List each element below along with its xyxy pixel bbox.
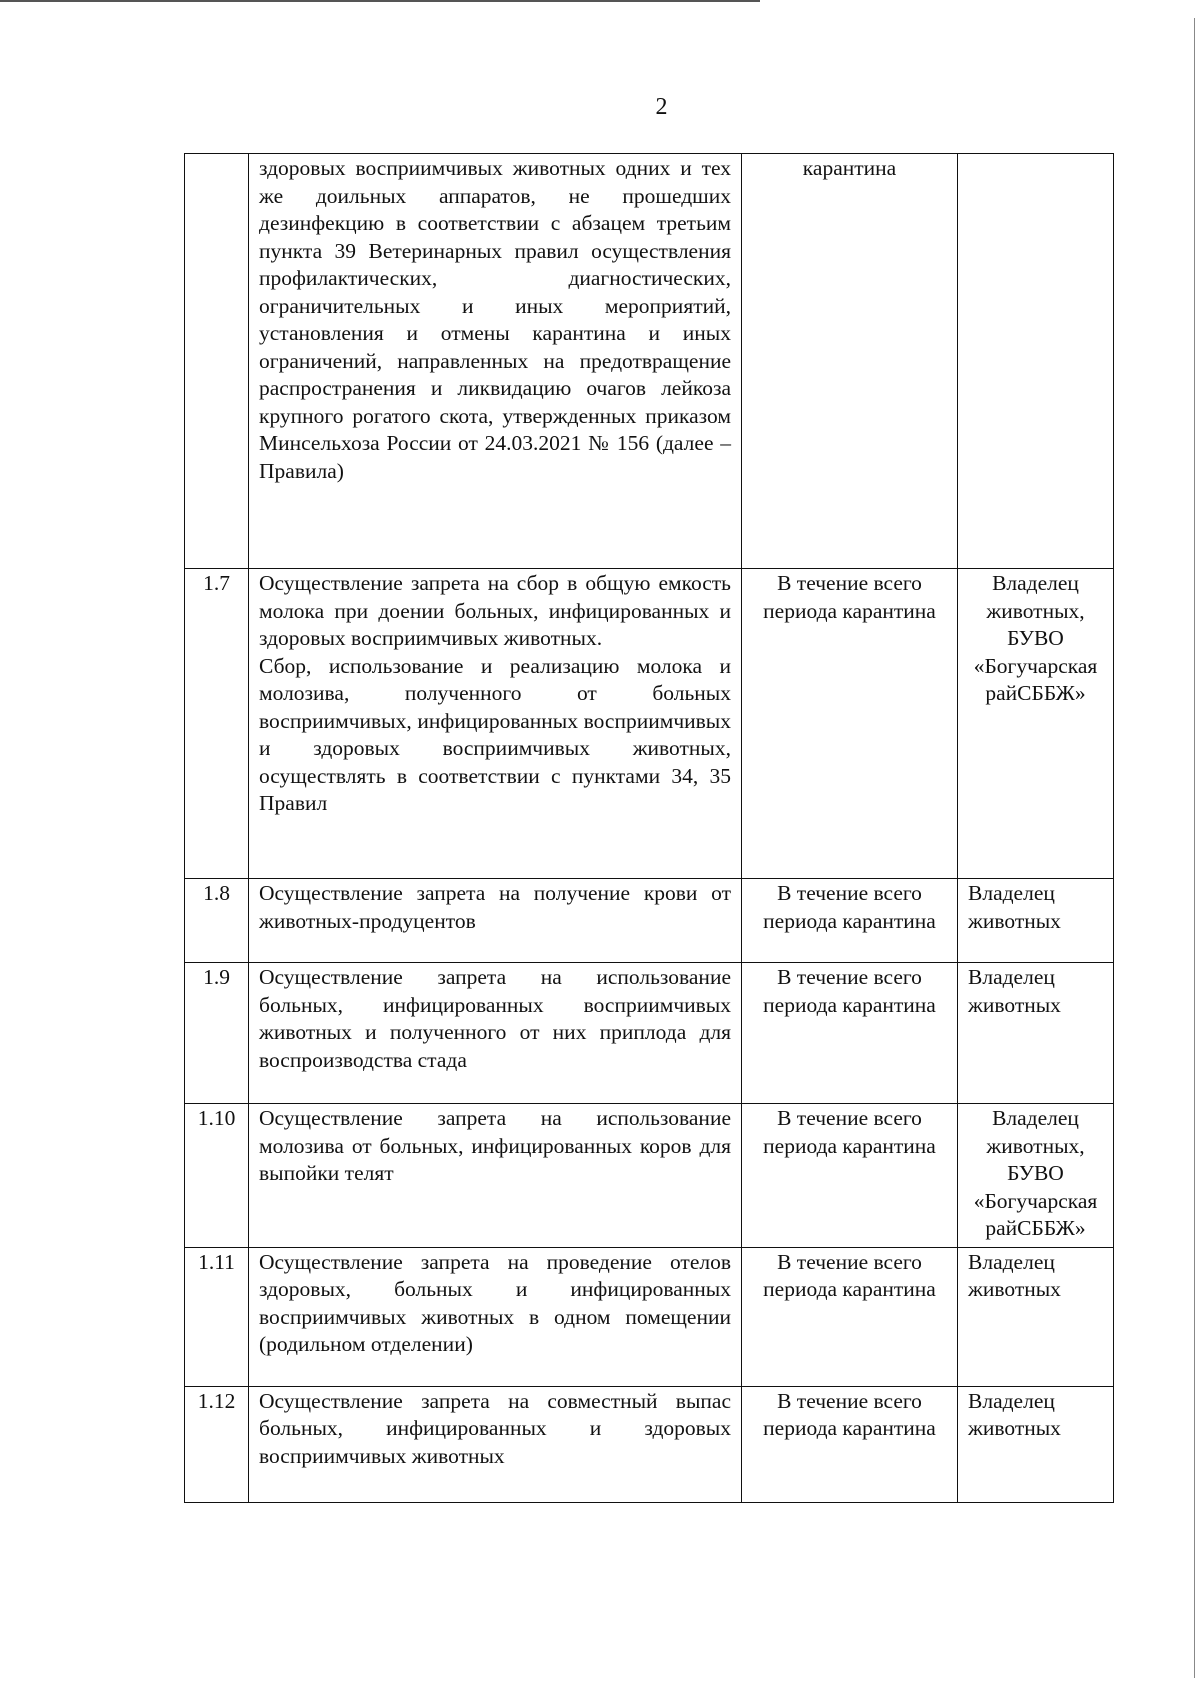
table-row-1-10: [185, 1104, 1114, 1248]
row-measure-text: [249, 1386, 742, 1502]
row-number: [185, 154, 249, 569]
row-term: В течение всего периода карантина: [742, 1104, 958, 1248]
row-responsible: Владелец животных: [958, 1247, 1114, 1386]
scan-edge-top: [0, 0, 760, 2]
measure-paragraph: Сбор, использование и реализацию молока и молозива, полученного от больных восприимчивых, инфицированных восприимчивых и здоровых восприимчивых животных, осуществлять в соответствии с пунктами 34, 35 Правил: [259, 653, 731, 815]
measure-paragraph: здоровых восприимчивых животных одних и тех же доильных аппаратов, не прошедших дезинфекцию в соответствии с абзацем третьим пункта 39 Ветеринарных правил осуществления профилактических, диагностических, ограничительных и иных мероприятий, установления и отмены карантина и иных ограничений, направленных на предотвращение распространения и ликвидацию очагов лейкоза крупного рогатого скота, утвержденных приказом Минсельхоза России от 24.03.2021 № 156 (далее – Правила): [259, 156, 731, 483]
measure-paragraph: Осуществление запрета на использование молозива от больных, инфицированных коров для выпойки телят: [259, 1106, 731, 1185]
row-term: В течение всего периода карантина: [742, 569, 958, 879]
row-number: 1.12: [185, 1386, 249, 1502]
page-number: 2: [655, 94, 668, 120]
table-row-1-7: [185, 569, 1114, 879]
row-number: 1.8: [185, 879, 249, 963]
row-responsible: Владелец животных, БУВО «Богучарская райСББЖ»: [958, 1104, 1114, 1248]
row-responsible: Владелец животных: [958, 1386, 1114, 1502]
row-term: В течение всего периода карантина: [742, 963, 958, 1104]
measure-paragraph: Осуществление запрета на сбор в общую емкость молока при доении больных, инфицированных и здоровых восприимчивых животных.: [259, 571, 731, 650]
row-measure-text: [249, 1247, 742, 1386]
row-responsible: Владелец животных, БУВО «Богучарская райСББЖ»: [958, 569, 1114, 879]
row-term: карантина: [742, 154, 958, 569]
measure-paragraph: Осуществление запрета на получение крови от животных-продуцентов: [259, 881, 731, 933]
row-term: В течение всего периода карантина: [742, 1247, 958, 1386]
measures-table: [184, 153, 1114, 1503]
row-number: 1.10: [185, 1104, 249, 1248]
measure-paragraph: Осуществление запрета на проведение отелов здоровых, больных и инфицированных восприимчивых животных в одном помещении (родильном отделении): [259, 1249, 731, 1356]
row-number: 1.7: [185, 569, 249, 879]
row-number: 1.9: [185, 963, 249, 1104]
row-responsible: Владелец животных: [958, 879, 1114, 963]
table-row-1-8: [185, 879, 1114, 963]
row-responsible: Владелец животных: [958, 963, 1114, 1104]
row-term: В течение всего периода карантина: [742, 1386, 958, 1502]
row-measure-text: [249, 879, 742, 963]
table-row-1-9: [185, 963, 1114, 1104]
row-responsible: [958, 154, 1114, 569]
measure-paragraph: Осуществление запрета на использование больных, инфицированных восприимчивых животных и полученного от них приплода для воспроизводства стада: [259, 965, 731, 1072]
row-term: В течение всего периода карантина: [742, 879, 958, 963]
measure-paragraph: Осуществление запрета на совместный выпас больных, инфицированных и здоровых восприимчивых животных: [259, 1388, 731, 1468]
table-row-continued: [185, 154, 1114, 569]
row-measure-text: [249, 154, 742, 569]
row-number: 1.11: [185, 1247, 249, 1386]
scan-edge-right: [1194, 18, 1195, 1678]
table-row-1-12: [185, 1386, 1114, 1502]
table-row-1-11: [185, 1247, 1114, 1386]
row-measure-text: [249, 963, 742, 1104]
row-measure-text: [249, 569, 742, 879]
row-measure-text: [249, 1104, 742, 1248]
